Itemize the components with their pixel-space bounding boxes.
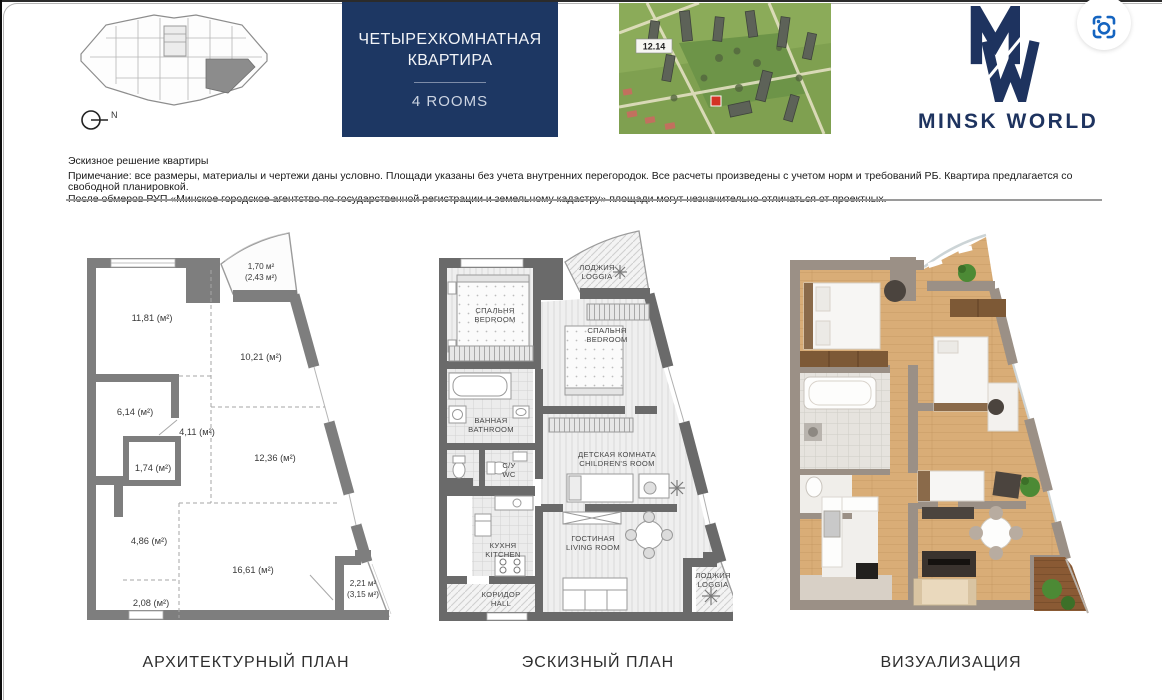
plan-caption-architectural: АРХИТЕКТУРНЫЙ ПЛАН (142, 654, 350, 671)
disclaimer (68, 156, 1112, 205)
architectural-plan (85, 228, 400, 622)
map-marker (711, 96, 721, 106)
disclaimer-title: Эскизное решение квартиры (68, 155, 209, 167)
label-bedroom2-ru: СПАЛЬНЯ (587, 326, 627, 335)
north-indicator (82, 110, 118, 129)
area-room-e: 1,74 (м²) (134, 463, 172, 473)
label-living-en: LIVING ROOM (566, 543, 620, 552)
banner-title-line2: КВАРТИРА (407, 52, 493, 69)
area-room-b: 10,21 (м²) (240, 352, 282, 362)
camera-search-button[interactable] (1077, 0, 1131, 50)
label-hall-en: HALL (490, 599, 512, 608)
label-wc-ru: С/У (502, 461, 516, 470)
banner-subtitle: 4 ROOMS (411, 93, 489, 110)
camera-search-icon (1089, 12, 1119, 42)
banner-divider (414, 82, 486, 83)
divider-rule (66, 199, 1102, 201)
area-loggia-bottom-1: 2,21 м² (349, 579, 377, 588)
visualization-plan (782, 225, 1112, 620)
area-loggia-top-2: (2,43 м²) (244, 273, 278, 282)
disclaimer-note-line1: Примечание: все размеры, материалы и чертежи даны условно. Площади указаны без учета внутренних перегородок. Все расчеты произведены с учетом норм и требований РБ. Квартира предлагается со свободной планировкой. (68, 169, 1073, 193)
area-room-c: 6,14 (м²) (116, 407, 154, 417)
label-wc-en: WC (502, 470, 516, 479)
unit-type-banner (342, 2, 558, 137)
map-building-badge (636, 39, 672, 53)
page-top-edge (0, 0, 1162, 2)
brand-name: MINSK WORLD (918, 110, 1099, 133)
area-room-h: 16,61 (м²) (232, 565, 274, 575)
area-room-d: 4,11 (м²) (179, 427, 215, 437)
page-left-edge (0, 0, 2, 700)
label-bedroom1-ru: СПАЛЬНЯ (475, 306, 515, 315)
map-building-label: 12.14 (642, 41, 666, 52)
sketch-plan (437, 228, 733, 625)
label-living-ru: ГОСТИНАЯ (571, 534, 615, 543)
label-loggia-top-ru: ЛОДЖИЯ (579, 263, 615, 272)
label-children-en: CHILDREN'S ROOM (579, 459, 655, 468)
plan-caption-sketch: ЭСКИЗНЫЙ ПЛАН (521, 654, 675, 671)
banner-title-line1: ЧЕТЫРЕХКОМНАТНАЯ (358, 31, 542, 48)
label-loggia-top-en: LOGGIA (581, 272, 613, 281)
label-kitchen-en: KITCHEN (485, 550, 521, 559)
label-kitchen-ru: КУХНЯ (489, 541, 517, 550)
plan-caption-visualization: ВИЗУАЛИЗАЦИЯ (880, 654, 1022, 671)
north-label: N (111, 110, 118, 120)
area-room-f: 12,36 (м²) (254, 453, 296, 463)
label-bathroom-ru: ВАННАЯ (474, 416, 508, 425)
area-room-a: 11,81 (м²) (131, 313, 173, 323)
area-loggia-bottom-2: (3,15 м²) (346, 590, 380, 599)
label-hall-ru: КОРИДОР (481, 590, 521, 599)
brand-logo (918, 6, 1098, 134)
floor-overview-plan (76, 8, 276, 134)
label-bathroom-en: BATHROOM (468, 425, 514, 434)
area-room-i: 2,08 (м²) (132, 598, 170, 608)
complex-aerial-map (619, 3, 831, 134)
mw-monogram-icon (965, 6, 1051, 102)
label-bedroom1-en: BEDROOM (474, 315, 516, 324)
label-children-ru: ДЕТСКАЯ КОМНАТА (578, 450, 656, 459)
label-loggia-bottom-ru: ЛОДЖИЯ (695, 571, 731, 580)
label-bedroom2-en: BEDROOM (586, 335, 628, 344)
area-room-g: 4,86 (м²) (130, 536, 168, 546)
label-loggia-bottom-en: LOGGIA (697, 580, 729, 589)
area-loggia-top-1: 1,70 м² (247, 262, 275, 271)
